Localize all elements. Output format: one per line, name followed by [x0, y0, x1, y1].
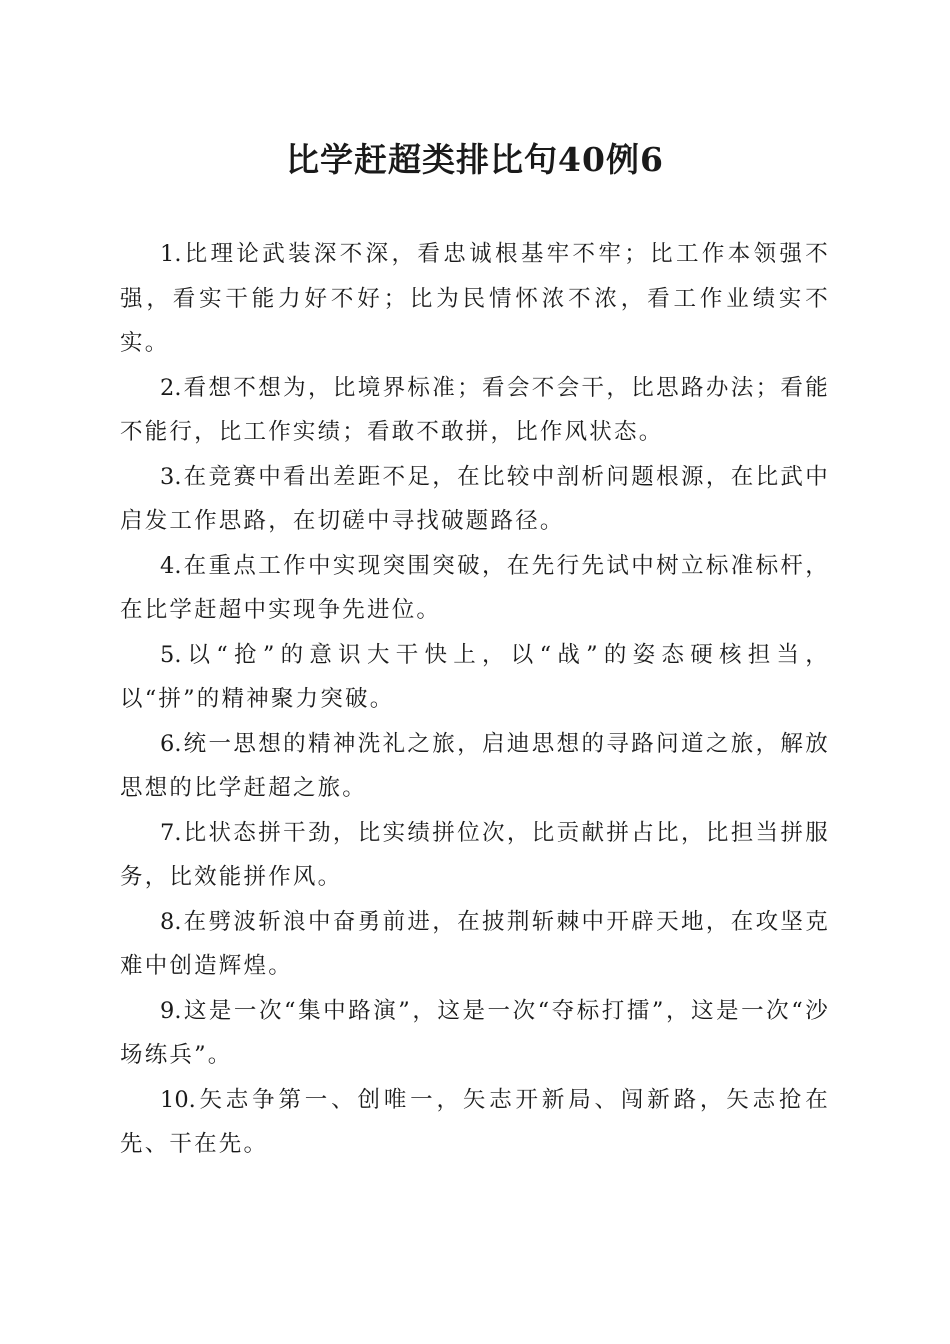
- item-number: 7.: [160, 819, 182, 846]
- list-item: [120, 366, 830, 455]
- item-number: 10.: [160, 1086, 196, 1113]
- list-item: [120, 900, 830, 989]
- item-text: 比状态拼干劲，比实绩拼位次，比贡献拼占比，比担当拼服务，比效能拼作风。: [120, 819, 830, 890]
- item-text: 看想不想为，比境界标准；看会不会干，比思路办法；看能不能行，比工作实绩；看敢不敢拼，比作风状态。: [120, 374, 830, 445]
- item-number: 5.: [160, 641, 182, 668]
- item-text: 在重点工作中实现突围突破，在先行先试中树立标准标杆，在比学赶超中实现争先进位。: [120, 552, 830, 623]
- document-body: [120, 232, 830, 1167]
- list-item: [120, 1078, 830, 1167]
- item-text: 在劈波斩浪中奋勇前进，在披荆斩棘中开辟天地，在攻坚克难中创造辉煌。: [120, 908, 830, 979]
- list-item: [120, 455, 830, 544]
- item-text: 在竞赛中看出差距不足，在比较中剖析问题根源，在比武中启发工作思路，在切磋中寻找破题路径。: [120, 463, 830, 534]
- item-text: 比理论武装深不深，看忠诚根基牢不牢；比工作本领强不强，看实干能力好不好；比为民情怀浓不浓，看工作业绩实不实。: [120, 241, 830, 356]
- list-item: [120, 544, 830, 633]
- item-number: 6.: [160, 730, 182, 757]
- item-number: 9.: [160, 997, 182, 1024]
- item-number: 2.: [160, 374, 182, 401]
- document-title: 比学赶超类排比句40例6: [286, 140, 664, 179]
- item-text: 以“抢”的意识大干快上，以“战”的姿态硬核担当，以“拼”的精神聚力突破。: [120, 641, 830, 712]
- list-item: [120, 232, 830, 366]
- list-item: [120, 633, 830, 722]
- item-text: 这是一次“集中路演”，这是一次“夺标打擂”，这是一次“沙场练兵”。: [120, 997, 830, 1068]
- item-text: 矢志争第一、创唯一，矢志开新局、闯新路，矢志抢在先、干在先。: [120, 1086, 830, 1157]
- list-item: [120, 722, 830, 811]
- item-text: 统一思想的精神洗礼之旅，启迪思想的寻路问道之旅，解放思想的比学赶超之旅。: [120, 730, 830, 801]
- item-number: 1.: [160, 241, 182, 267]
- list-item: [120, 811, 830, 900]
- list-item: [120, 989, 830, 1078]
- item-number: 3.: [160, 463, 182, 490]
- item-number: 4.: [160, 552, 182, 579]
- item-number: 8.: [160, 908, 182, 935]
